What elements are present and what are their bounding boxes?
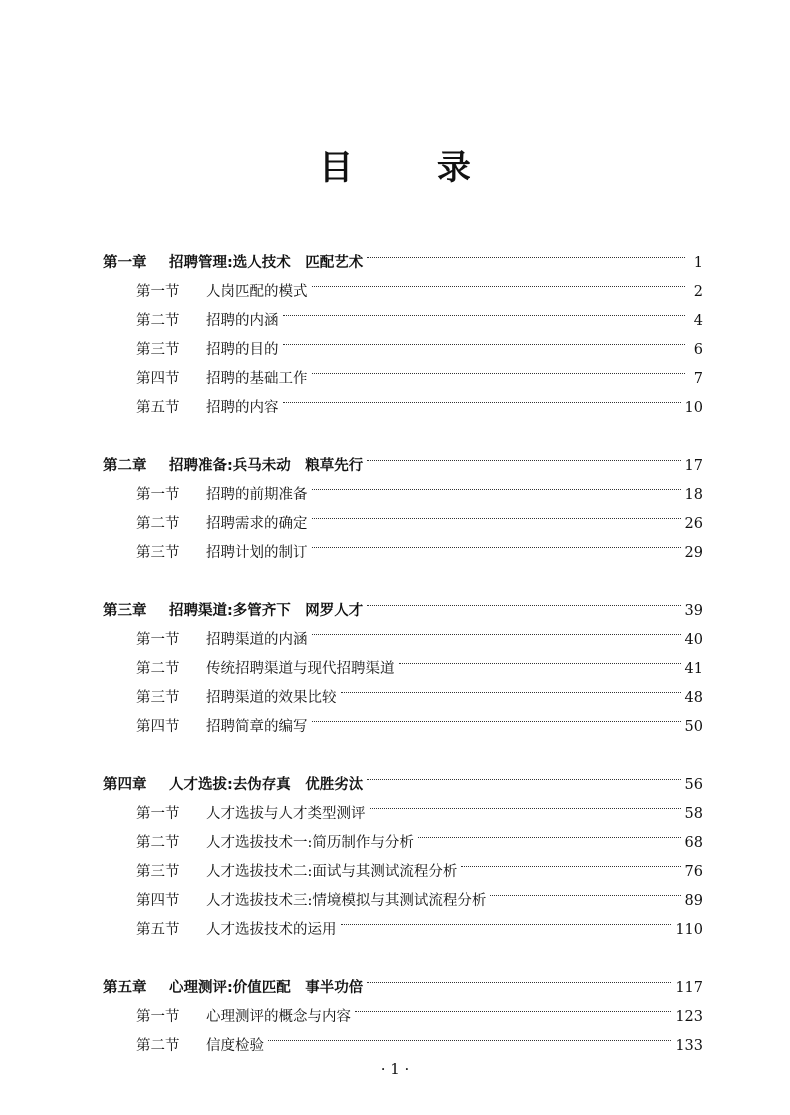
toc-chapter-entry[interactable] — [103, 586, 703, 619]
dot-leader — [490, 876, 680, 905]
page-number: 1 — [693, 255, 703, 271]
dot-leader — [461, 847, 680, 876]
chapter-label: 第三章 — [103, 603, 147, 619]
page-number: 68 — [684, 835, 703, 851]
page-footer-number: · 1 · — [380, 1060, 410, 1078]
chapter-2 — [103, 441, 703, 561]
dot-leader — [341, 905, 672, 934]
dot-leader — [418, 818, 681, 847]
section-label: 第二节 — [136, 661, 180, 677]
section-title: 招聘的前期准备 — [206, 487, 308, 503]
section-label: 第一节 — [136, 632, 180, 648]
toc-chapter-entry[interactable] — [103, 441, 703, 474]
dot-leader — [367, 963, 671, 992]
dot-leader — [312, 354, 686, 383]
chapter-label: 第五章 — [103, 980, 147, 996]
page-number: 40 — [684, 632, 703, 648]
dot-leader — [268, 1021, 671, 1050]
toc-chapter-entry[interactable] — [103, 238, 703, 271]
section-label: 第三节 — [136, 545, 180, 561]
page-number: 7 — [693, 371, 703, 387]
dot-leader — [312, 499, 681, 528]
page-number: 76 — [684, 864, 703, 880]
section-title: 人才选拔技术一:简历制作与分析 — [206, 835, 414, 851]
chapter-title: 招聘管理:选人技术 匹配艺术 — [169, 255, 364, 271]
chapter-1 — [103, 238, 703, 416]
page-number: 17 — [684, 458, 703, 474]
page-number: 29 — [684, 545, 703, 561]
section-label: 第五节 — [136, 400, 180, 416]
dot-leader — [312, 615, 681, 644]
section-title: 招聘简章的编写 — [206, 719, 308, 735]
chapter-4 — [103, 760, 703, 938]
page-number: 56 — [684, 777, 703, 793]
dot-leader — [312, 528, 681, 557]
section-title: 招聘需求的确定 — [206, 516, 308, 532]
page-number: 110 — [675, 922, 703, 938]
chapter-label: 第一章 — [103, 255, 147, 271]
page-number: 6 — [693, 342, 703, 358]
toc-chapter-entry[interactable] — [103, 760, 703, 793]
section-label: 第三节 — [136, 342, 180, 358]
section-title: 人才选拔技术的运用 — [206, 922, 337, 938]
page-number: 2 — [693, 284, 703, 300]
chapter-title: 招聘渠道:多管齐下 网罗人才 — [169, 603, 364, 619]
section-title: 招聘的基础工作 — [206, 371, 308, 387]
page-number: 133 — [675, 1038, 703, 1054]
page-number: 89 — [684, 893, 703, 909]
page-number: 123 — [675, 1009, 703, 1025]
page-number: 10 — [684, 400, 703, 416]
toc-chapter-entry[interactable] — [103, 963, 703, 996]
section-label: 第一节 — [136, 284, 180, 300]
dot-leader — [367, 238, 685, 267]
dot-leader — [312, 470, 681, 499]
page-title: 目 录 — [319, 148, 507, 188]
chapter-5 — [103, 963, 703, 1054]
section-label: 第五节 — [136, 922, 180, 938]
chapter-label: 第二章 — [103, 458, 147, 474]
section-label: 第二节 — [136, 313, 180, 329]
section-title: 招聘的目的 — [206, 342, 279, 358]
section-title: 人才选拔与人才类型测评 — [206, 806, 366, 822]
section-title: 信度检验 — [206, 1038, 264, 1054]
section-title: 人岗匹配的模式 — [206, 284, 308, 300]
section-label: 第一节 — [136, 1009, 180, 1025]
section-title: 人才选拔技术三:情境模拟与其测试流程分析 — [206, 893, 487, 909]
section-title: 传统招聘渠道与现代招聘渠道 — [206, 661, 395, 677]
chapter-title: 心理测评:价值匹配 事半功倍 — [169, 980, 364, 996]
chapter-3 — [103, 586, 703, 735]
section-title: 招聘的内涵 — [206, 313, 279, 329]
page-number: 50 — [684, 719, 703, 735]
dot-leader — [283, 296, 686, 325]
chapter-title: 招聘准备:兵马未动 粮草先行 — [169, 458, 364, 474]
page-number: 41 — [684, 661, 703, 677]
page-number: 18 — [684, 487, 703, 503]
section-label: 第二节 — [136, 1038, 180, 1054]
dot-leader — [312, 702, 681, 731]
section-title: 招聘渠道的效果比较 — [206, 690, 337, 706]
page-number: 4 — [693, 313, 703, 329]
section-label: 第三节 — [136, 690, 180, 706]
dot-leader — [399, 644, 681, 673]
dot-leader — [370, 789, 681, 818]
dot-leader — [283, 383, 681, 412]
section-title: 心理测评的概念与内容 — [206, 1009, 351, 1025]
section-label: 第二节 — [136, 516, 180, 532]
dot-leader — [312, 267, 686, 296]
page-number: 39 — [684, 603, 703, 619]
page-number: 48 — [684, 690, 703, 706]
section-label: 第四节 — [136, 719, 180, 735]
chapter-title: 人才选拔:去伪存真 优胜劣汰 — [169, 777, 364, 793]
section-title: 招聘的内容 — [206, 400, 279, 416]
section-label: 第一节 — [136, 806, 180, 822]
section-label: 第一节 — [136, 487, 180, 503]
dot-leader — [283, 325, 686, 354]
dot-leader — [355, 992, 671, 1021]
section-label: 第三节 — [136, 864, 180, 880]
chapter-label: 第四章 — [103, 777, 147, 793]
page-number: 58 — [684, 806, 703, 822]
page-number: 26 — [684, 516, 703, 532]
dot-leader — [367, 586, 680, 615]
dot-leader — [367, 760, 680, 789]
section-title: 人才选拔技术二:面试与其测试流程分析 — [206, 864, 458, 880]
table-of-contents — [103, 238, 703, 1079]
dot-leader — [367, 441, 680, 470]
dot-leader — [341, 673, 681, 702]
section-title: 招聘渠道的内涵 — [206, 632, 308, 648]
page-number: 117 — [675, 980, 703, 996]
section-label: 第四节 — [136, 371, 180, 387]
section-title: 招聘计划的制订 — [206, 545, 308, 561]
section-label: 第四节 — [136, 893, 180, 909]
section-label: 第二节 — [136, 835, 180, 851]
